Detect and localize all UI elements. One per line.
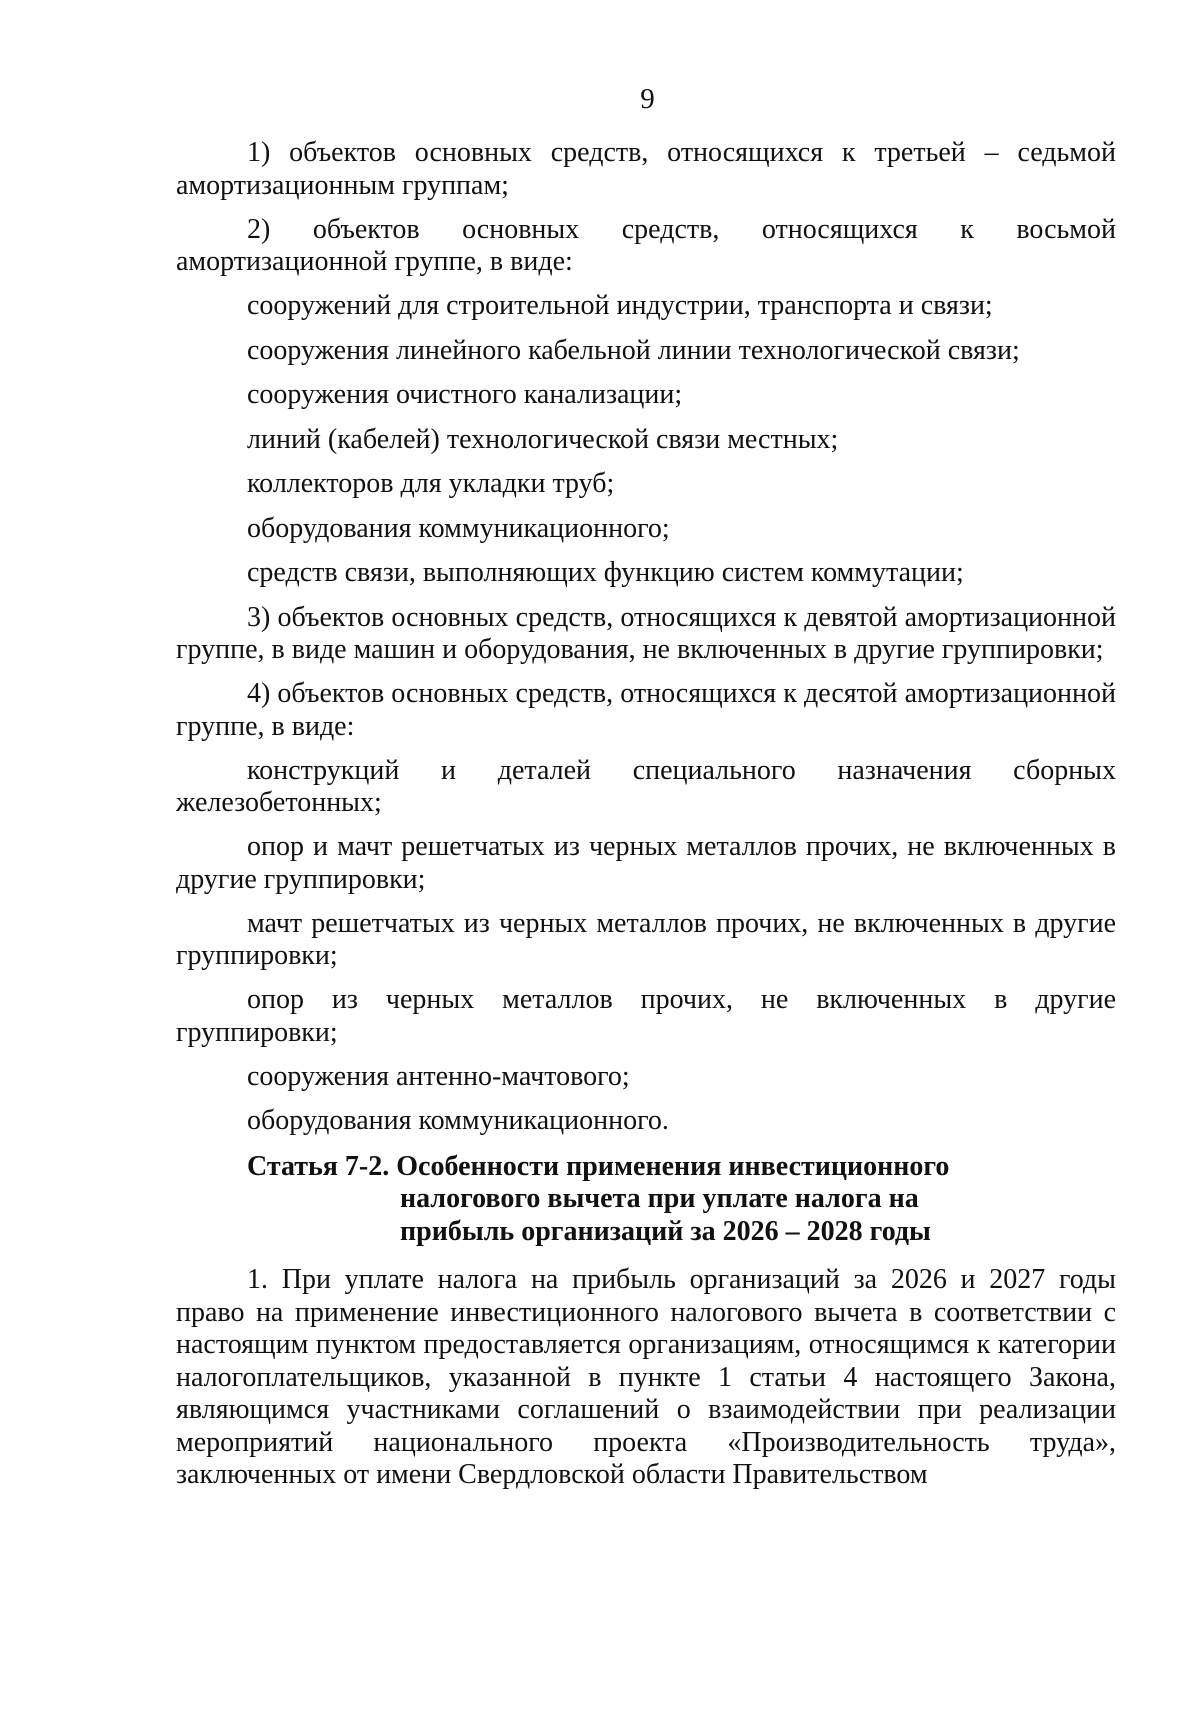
sub-item: оборудования коммуникационного;: [247, 512, 670, 544]
sub-item: сооружения очистного канализации;: [247, 379, 683, 410]
article-heading-line-2: налогового вычета при уплате налога на: [400, 1183, 919, 1214]
sub-item: опор и мачт решетчатых из черных металлов прочих, не включенных в другие группировки;: [176, 831, 1116, 895]
sub-item: сооружения антенно-мачтового;: [247, 1060, 630, 1092]
sub-item: коллекторов для укладки труб;: [247, 468, 615, 499]
sub-item: опор из черных металлов прочих, не включенных в другие группировки;: [176, 984, 1116, 1048]
sub-item: конструкций и деталей специального назначения сборных железобетонных;: [176, 754, 1116, 818]
list-item-3: 3) объектов основных средств, относящихся к девятой амортизационной группе, в виде машин и оборудования, не включенных в другие группировки;: [176, 601, 1116, 665]
sub-item: линий (кабелей) технологической связи местных;: [247, 423, 839, 455]
article-heading-line-1: Статья 7-2. Особенности применения инвестиционного: [247, 1150, 950, 1182]
article-heading-line-3: прибыль организаций за 2026 – 2028 годы: [400, 1215, 931, 1247]
article-heading: [247, 1151, 1116, 1249]
document-body: [176, 137, 1116, 1492]
page-number: 9: [640, 83, 655, 115]
sub-item: сооружения линейного кабельной линии технологической связи;: [247, 334, 1020, 366]
list-item-4: 4) объектов основных средств, относящихся к десятой амортизационной группе, в виде:: [176, 678, 1116, 742]
sub-item: сооружений для строительной индустрии, транспорта и связи;: [247, 290, 993, 321]
list-item-1: 1) объектов основных средств, относящихся к третьей – седьмой амортизационным группам;: [176, 137, 1116, 201]
list-item-2: 2) объектов основных средств, относящихся к восьмой амортизационной группе, в виде:: [176, 213, 1116, 277]
article-paragraph-1: 1. При уплате налога на прибыль организаций за 2026 и 2027 годы право на применение инвестиционного налогового вычета в соответствии с настоящим пунктом предоставляется организациям, относящимся к категории налогоплательщиков, указанной в пункте 1 статьи 4 настоящего Закона, являющимся участниками соглашений о взаимодействии при реализации мероприятий национального проекта «Производительность труда», заключенных от имени Свердловской области Правительством: [176, 1264, 1116, 1490]
sub-item: оборудования коммуникационного.: [247, 1105, 669, 1136]
sub-item: мачт решетчатых из черных металлов прочих, не включенных в другие группировки;: [176, 907, 1116, 971]
sub-item: средств связи, выполняющих функцию систем коммутации;: [247, 557, 964, 588]
